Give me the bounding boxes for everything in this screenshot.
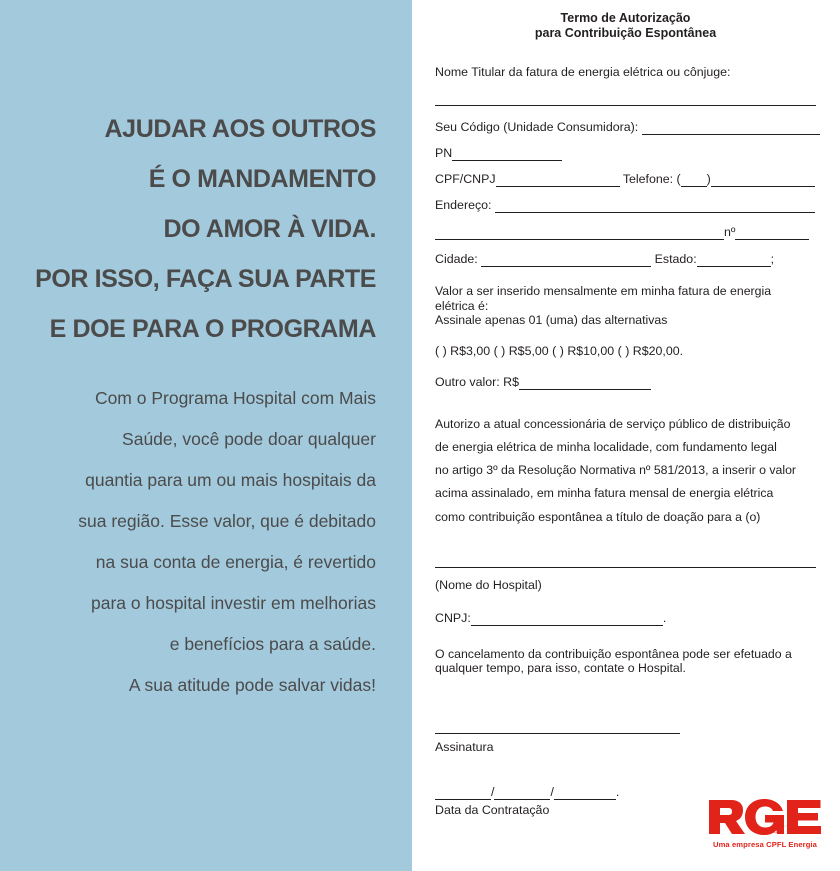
holder-name-label: Nome Titular da fatura de energia elétrica ou cônjuge: [435,65,731,79]
blurb-line-3: quantia para um ou mais hospitais da [85,470,376,490]
cpf-input[interactable] [496,175,620,187]
amount-intro-line-2: elétrica é: [435,298,489,313]
form-title [435,11,816,41]
phone-label: Telefone: ( [622,172,681,186]
authorization-text [435,413,816,529]
address-label: Endereço: [435,198,492,212]
blurb-line-7: e benefícios para a saúde. [169,634,376,654]
date-month-input[interactable] [494,788,550,800]
hospital-cnpj-terminator: . [662,610,667,625]
authorization-line-1: Autorizo a atual concessionária de serviço público de distribuição [435,416,791,431]
consumer-unit-label: Seu Código (Unidade Consumidora): [435,120,639,134]
other-amount-row [435,375,816,390]
pn-row [435,146,816,161]
pn-input[interactable] [452,149,562,161]
cpf-phone-row [435,172,816,187]
headline-line-1: AJUDAR AOS OUTROS [104,115,376,143]
state-input[interactable] [697,255,771,267]
date-terminator: . [615,784,620,799]
amount-option-label-3: R$10,00 [567,343,615,358]
blurb-line-1: Com o Programa Hospital com Mais [94,388,376,408]
rge-logo-icon [707,796,823,838]
other-amount-label: Outro valor: R$ [435,374,520,389]
promo-description [20,354,376,706]
amount-option-label-2: R$5,00 [508,343,549,358]
hospital-cnpj-input[interactable] [471,614,663,626]
blurb-line-5: na sua conta de energia, é revertido [95,552,376,572]
signature-label: Assinatura [435,739,494,754]
city-state-row [435,252,816,267]
date-separator-2: / [550,784,554,799]
phone-number-input[interactable] [711,175,815,187]
blurb-line-8: A sua atitude pode salvar vidas! [128,675,376,695]
address-row [435,198,816,213]
promo-headline [20,0,376,354]
city-input[interactable] [481,255,651,267]
authorization-line-2: de energia elétrica de minha localidade, com fundamento legal [435,439,777,454]
state-terminator: ; [770,252,775,266]
amount-instruction: Assinale apenas 01 (uma) das alternativas [435,313,668,328]
rge-logo [707,796,823,849]
headline-line-2: É O MANDAMENTO [148,165,376,193]
number-input[interactable] [735,228,809,240]
phone-area-code-input[interactable] [681,175,707,187]
other-amount-input[interactable] [519,378,651,390]
cancellation-line-2: qualquer tempo, para isso, contate o Hospital. [435,661,686,676]
headline-line-5: E DOE PARA O PROGRAMA [49,315,376,343]
date-year-input[interactable] [554,788,616,800]
date-separator-1: / [491,784,495,799]
phone-paren-close: ) [706,172,711,186]
consumer-unit-row [435,120,816,135]
blurb-line-4: sua região. Esse valor, que é debitado [78,511,376,531]
state-label: Estado: [654,252,697,266]
authorization-form [412,0,840,871]
headline-line-4: POR ISSO, FAÇA SUA PARTE [35,265,376,293]
signature-input[interactable] [435,733,680,734]
address-number-row [435,225,816,240]
amount-option-checkbox-4[interactable]: ( ) [617,343,630,358]
cpf-label: CPF/CNPJ [435,172,496,186]
authorization-line-4: acima assinalado, em minha fatura mensal de energia elétrica [435,486,774,501]
address-continued-input[interactable] [435,228,724,240]
cancellation-line-1: O cancelamento da contribuição espontânea pode ser efetuado a [435,646,792,661]
amount-option-checkbox-2[interactable]: ( ) [493,343,506,358]
hospital-cnpj-label: CNPJ: [435,610,471,625]
amount-option-checkbox-3[interactable]: ( ) [552,343,564,358]
pn-label: PN [435,146,453,160]
address-input[interactable] [495,201,815,213]
hospital-cnpj-row [435,611,816,626]
form-title-line-1: Termo de Autorização [560,11,691,25]
holder-name-input[interactable] [435,105,816,106]
number-label: nº [724,225,736,239]
authorization-line-3: no artigo 3º da Resolução Normativa nº 581/2013, a inserir o valor [435,463,797,478]
headline-line-3: DO AMOR À VIDA. [163,215,376,243]
date-day-input[interactable] [435,788,491,800]
form-title-line-2: para Contribuição Espontânea [534,26,717,40]
promo-panel [0,0,412,871]
city-label: Cidade: [435,252,478,266]
blurb-line-2: Saúde, você pode doar qualquer [122,429,376,449]
hospital-name-input[interactable] [435,567,816,568]
hospital-name-label: (Nome do Hospital) [435,577,542,592]
authorization-line-5: como contribuição espontânea a título de doação para a (o) [435,509,761,524]
amount-options-row [435,344,816,359]
amount-intro-line-1: Valor a ser inserido mensalmente em minha fatura de energia [435,284,772,298]
blurb-line-6: para o hospital investir em melhorias [91,593,376,613]
date-label: Data da Contratação [435,802,550,817]
amount-option-label-1: R$3,00 [450,343,491,358]
rge-logo-tagline: Uma empresa CPFL Energia [713,840,817,849]
amount-option-checkbox-1[interactable]: ( ) [435,343,447,358]
amount-option-label-4: R$20,00. [632,343,684,358]
consumer-unit-input[interactable] [642,123,820,135]
